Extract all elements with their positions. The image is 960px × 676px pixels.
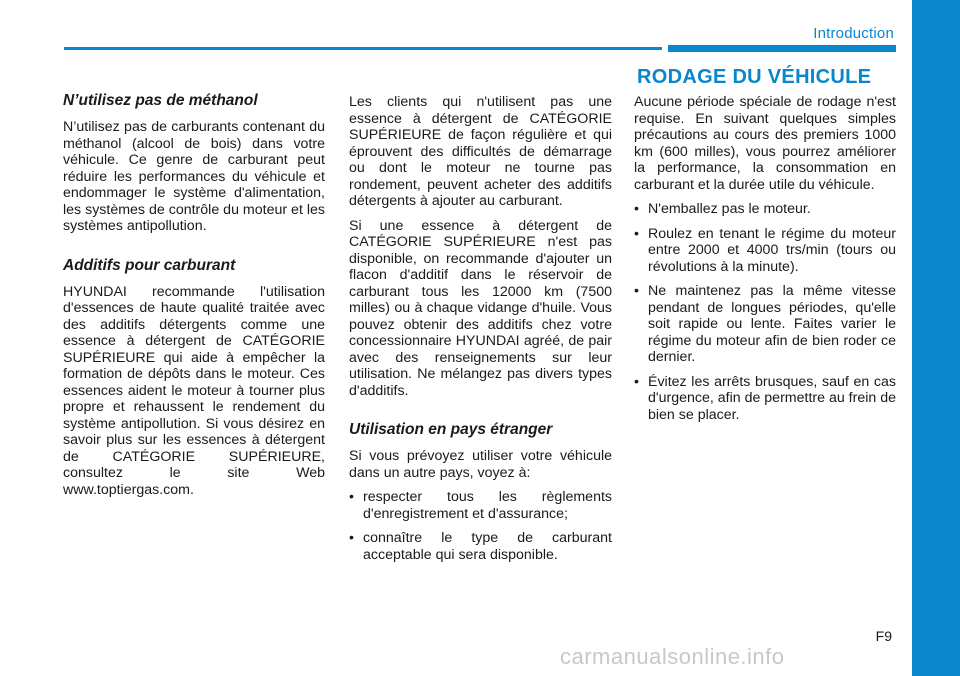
foreign-use-list bbox=[349, 489, 612, 563]
list-item: • connaître le type de carburant acceptable qui sera disponible. bbox=[349, 530, 612, 563]
list-item: • N'emballez pas le moteur. bbox=[634, 201, 896, 218]
heading-foreign-use: Utilisation en pays étranger bbox=[349, 421, 553, 438]
paragraph-break-in: Aucune période spéciale de rodage n'est requise. En suivant quelques simples précautions au cours des premiers 1000 km (600 milles), vous pourrez améliorer la performance, la consommation en carburant et la durée utile du véhicule. bbox=[634, 94, 896, 193]
header-rule bbox=[64, 47, 662, 50]
watermark: carmanualsonline.info bbox=[560, 644, 785, 669]
column-middle bbox=[349, 94, 612, 571]
heading-fuel-additives: Additifs pour carburant bbox=[63, 256, 236, 274]
column-left bbox=[63, 92, 325, 506]
list-item: • respecter tous les règlements d'enregistrement et d'assurance; bbox=[349, 489, 612, 522]
list-item: • Évitez les arrêts brusques, sauf en cas d'urgence, afin de permettre au frein de bien se placer. bbox=[634, 374, 896, 424]
header-accent-bar bbox=[668, 45, 896, 52]
chapter-side-tab bbox=[912, 0, 960, 676]
chapter-title: Introduction bbox=[813, 25, 894, 42]
list-item: • Roulez en tenant le régime du moteur entre 2000 et 4000 trs/min (tours ou révolutions à la minute). bbox=[634, 226, 896, 276]
paragraph-additive-recommendation: Si une essence à détergent de CATÉGORIE SUPÉRIEURE n'est pas disponible, on recommande d'ajouter un flacon d'additif dans le réservoir de carburant tous les 12000 km (7500 milles) ou à chaque vidange d'huile. Vous pouvez obtenir des additifs chez votre concessionnaire HYUNDAI agréé, de pair avec des renseignements sur leur utilisation. Ne mélangez pas divers types d'additifs. bbox=[349, 217, 612, 399]
paragraph-methanol: N’utilisez pas de carburants contenant du méthanol (alcool de bois) dans votre véhicule. Ce genre de carburant peut réduire les performances du véhicule et endommager le système d'alimentation, les systèmes de contrôle du moteur et les systèmes antipollution. bbox=[63, 119, 325, 234]
paragraph-foreign-use: Si vous prévoyez utiliser votre véhicule dans un autre pays, voyez à: bbox=[349, 448, 612, 481]
heading-methanol: N’utilisez pas de méthanol bbox=[63, 92, 258, 109]
paragraph-additive-customers: Les clients qui n'utilisent pas une essence à détergent de CATÉGORIE SUPÉRIEURE de façon régulière et qui éprouvent des difficultés de démarrage ou dont le moteur ne tourne pas rondement, peuvent acheter des additifs détergents à ajouter au carburant. bbox=[349, 94, 612, 209]
page-number: F9 bbox=[875, 628, 892, 644]
column-right bbox=[634, 94, 896, 431]
paragraph-fuel-additives: HYUNDAI recommande l'utilisation d'essences de haute qualité traitée avec des additifs détergents comme une essence à détergent de CATÉGORIE SUPÉRIEURE qui aide à empêcher la formation de dépôts dans le moteur. Ces essences aident le moteur à tourner plus propre et rehaussent le rendement du système antipollution. Si vous désirez en savoir plus sur les essences à détergent de CATÉGORIE SUPÉRIEURE, consultez le site Web www.toptiergas.com. bbox=[63, 283, 325, 498]
break-in-list bbox=[634, 201, 896, 423]
list-item: • Ne maintenez pas la même vitesse pendant de longues périodes, qu'elle soit rapide ou lente. Faites varier le régime du moteur afin de bien roder ce dernier. bbox=[634, 283, 896, 366]
section-title-break-in: RODAGE DU VÉHICULE bbox=[637, 66, 872, 88]
